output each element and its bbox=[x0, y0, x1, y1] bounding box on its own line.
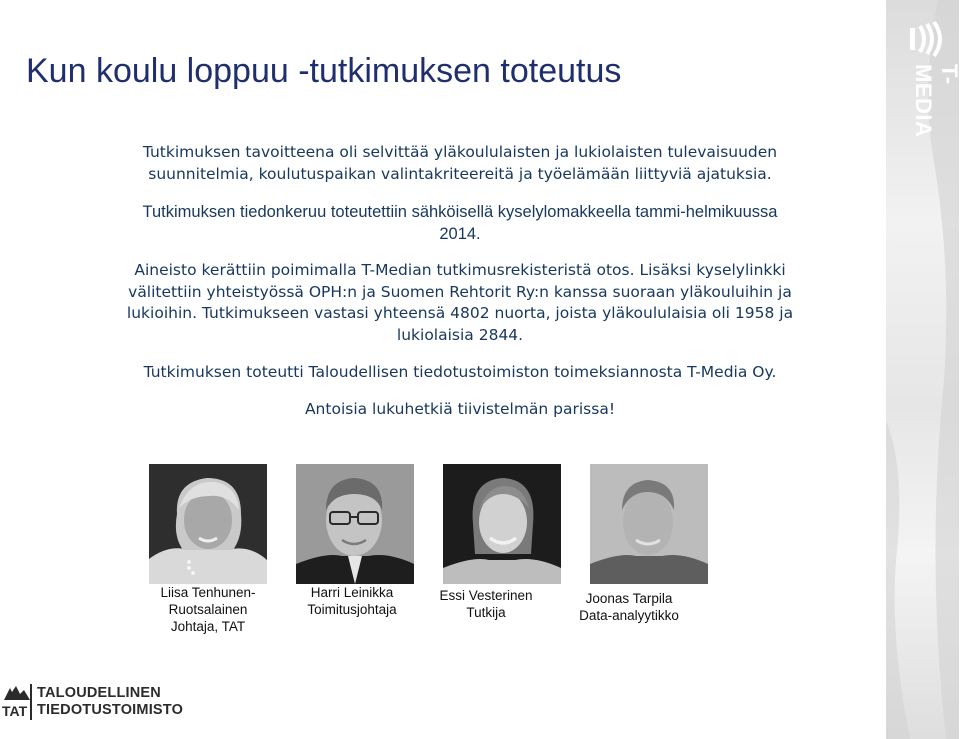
paragraph-data-collection bbox=[40, 202, 880, 245]
tat-name-line: TIEDOTUSTOIMISTO bbox=[37, 702, 184, 718]
slide-title: Kun koulu loppuu -tutkimuksen toteutus bbox=[26, 52, 622, 90]
tat-emblem-icon bbox=[2, 684, 32, 702]
tmedia-signal-icon bbox=[908, 22, 942, 58]
paragraph-line: Aineisto kerättiin poimimalla T-Median tutkimusrekisteristä otos. Lisäksi kyselylinkki bbox=[134, 261, 786, 279]
tat-full-name bbox=[37, 685, 183, 719]
paragraph-line: lukioihin. Tutkimukseen vastasi yhteensä 4802 nuorta, joista yläkoululaisia oli 1958 ja bbox=[126, 304, 794, 322]
person-role: Data-analyytikko bbox=[579, 608, 679, 623]
paragraph-line: suunnitelmia, koulutuspaikan valintakriteereitä ja työelämään liittyviä ajatuksia. bbox=[148, 164, 772, 183]
footer-divider bbox=[30, 684, 32, 720]
portrait-photo-liisa bbox=[149, 464, 267, 584]
paragraph-line: Antoisia lukuhetkiä tiivistelmän parissa! bbox=[304, 400, 616, 418]
tmedia-logo bbox=[908, 22, 942, 58]
paragraph-line: Tutkimuksen toteutti Taloudellisen tiedotustoimiston toimeksiannosta T-Media Oy. bbox=[143, 363, 777, 381]
tat-name-line: TALOUDELLINEN bbox=[37, 685, 161, 701]
tat-abbreviation: TAT bbox=[2, 703, 28, 719]
portrait-photo-joonas bbox=[590, 464, 708, 584]
person-name: Ruotsalainen bbox=[168, 602, 248, 617]
paragraph-goal bbox=[40, 142, 880, 185]
portrait-photo-harri bbox=[296, 464, 414, 584]
tmedia-wordmark bbox=[910, 64, 962, 154]
caption-essi bbox=[426, 587, 546, 621]
person-name: Joonas Tarpila bbox=[585, 591, 673, 606]
paragraph-sample bbox=[40, 260, 880, 346]
paragraph-line: välitettiin yhteistyössä OPH:n ja Suomen Rehtorit Ry:n kanssa suoraan yläkouluihin ja bbox=[128, 282, 792, 301]
paragraph-line: Tutkimuksen tavoitteena oli selvittää yläkoululaisten ja lukiolaisten tulevaisuuden bbox=[142, 143, 778, 161]
person-role: Johtaja, TAT bbox=[170, 619, 246, 634]
person-name: Harri Leinikka bbox=[310, 585, 394, 600]
portrait-photo-essi bbox=[443, 464, 561, 584]
paragraph-line: lukiolaisia 2844. bbox=[396, 325, 524, 344]
paragraph-commission bbox=[40, 362, 880, 384]
paragraph-closing bbox=[40, 399, 880, 421]
person-role: Toimitusjohtaja bbox=[307, 602, 397, 617]
person-role: Tutkija bbox=[466, 605, 506, 620]
caption-liisa bbox=[149, 584, 267, 635]
caption-harri bbox=[292, 584, 412, 618]
paragraph-line: 2014. bbox=[439, 224, 481, 243]
tmedia-text: T-MEDIA bbox=[911, 64, 962, 138]
paragraph-line: Tutkimuksen tiedonkeruu toteutettiin sähköisellä kyselylomakkeella tammi-helmikuussa bbox=[142, 203, 778, 221]
person-name: Liisa Tenhunen- bbox=[160, 585, 256, 600]
caption-joonas bbox=[565, 590, 693, 624]
person-name: Essi Vesterinen bbox=[439, 588, 533, 603]
